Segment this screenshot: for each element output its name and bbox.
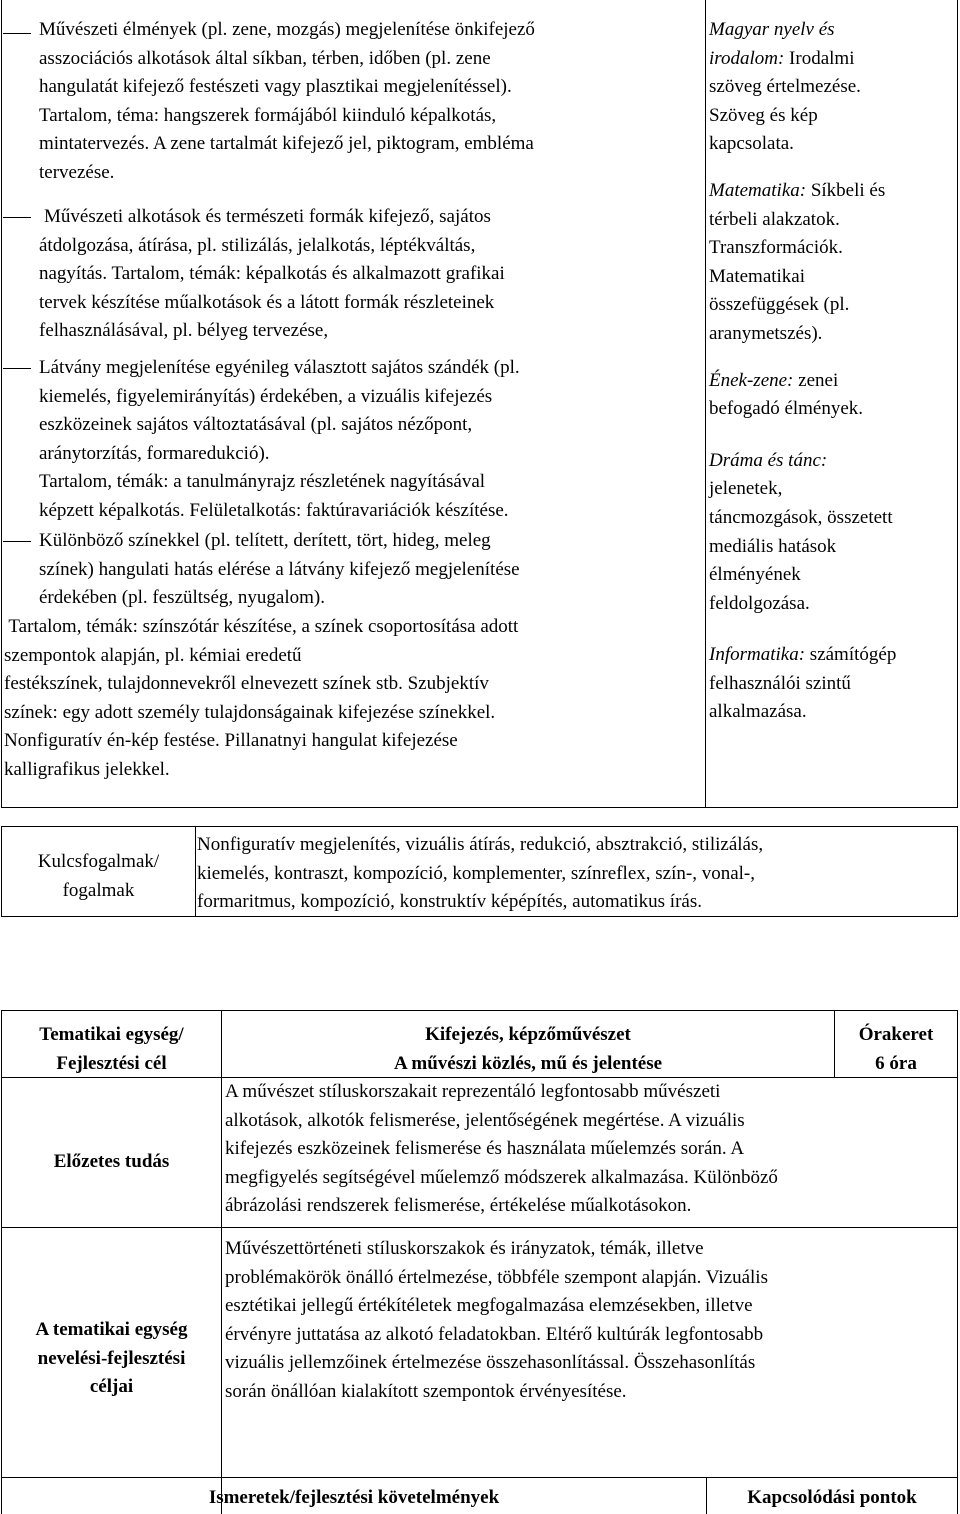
text-line: Művészeti alkotások és természeti formák kifejező, sajátos <box>44 206 491 227</box>
unit-label: Tematikai egység/ Fejlesztési cél <box>39 1024 184 1074</box>
text-line: Művészeti élmények (pl. zene, mozgás) megjelenítése önkifejező <box>39 19 535 40</box>
key-concepts-label: Kulcsfogalmak/ fogalmak <box>37 851 160 901</box>
column-divider <box>705 0 706 808</box>
text-line: Tartalom, témák: a tanulmányrajz részletének nagyításával <box>39 471 486 493</box>
requirements-cell-3 <box>0 354 704 526</box>
text-line: felhasználásával, pl. bélyeg tervezése, <box>39 320 329 342</box>
table-border-bottom <box>1 807 958 808</box>
connections-cell <box>709 16 955 727</box>
text-line: Nonfiguratív én-kép festése. Pillanatnyi hangulat kifejezése <box>4 730 458 752</box>
connection-hungarian: Magyar nyelv és irodalom: Irodalmi szöveg értelmezése. Szöveg és kép kapcsolata. <box>709 19 861 155</box>
paragraph-color-dictionary <box>4 613 704 785</box>
text-line: képzett képalkotás. Felületalkotás: faktúravariációk készítése. <box>39 499 509 521</box>
hours-cell <box>835 1021 957 1078</box>
unit-title: Kifejezés, képzőművészet A művészi közlés, mű és jelentése <box>393 1024 663 1074</box>
prior-knowledge-text: A művészet stíluskorszakait reprezentáló legfontosabb művészeti alkotások, alkotók felismerése, jelentőségének megértése. A vizuális kifejezés eszközeinek felismerése és használata műelemzés során. A megfigyelés segítségével műelemző módszerek alkalmazása. Különböző ábrázolási rendszerek felismerése, értékelése műalkotásokon. <box>225 1081 778 1217</box>
connection-drama: Dráma és tánc: jelenetek, táncmozgások, összetett mediális hatások élményének feldolgozása. <box>709 449 893 614</box>
text-line: festékszínek, tulajdonnevekről elnevezett színek stb. Szubjektív <box>4 673 489 695</box>
bullet-dash <box>3 368 31 369</box>
text-line: szempontok alapján, pl. kémiai eredetű <box>4 644 302 666</box>
connections-header: Kapcsolódási pontok <box>747 1487 917 1508</box>
ut-row-line-3 <box>1 1477 958 1478</box>
text-line: aránytorzítás, formaredukció). <box>39 442 270 464</box>
bullet-dash <box>3 541 31 542</box>
paragraph-visual-intent <box>0 354 704 526</box>
text-line: nagyítás. Tartalom, témák: képalkotás és alkalmazott grafikai <box>39 263 505 285</box>
text-line: Tartalom, téma: hangszerek formájából kiinduló képalkotás, <box>39 104 497 126</box>
requirements-cell-2 <box>0 203 704 346</box>
prior-knowledge-label: Előzetes tudás <box>53 1151 170 1172</box>
goals-text: Művészettörténeti stíluskorszakok és irányzatok, témák, illetve problémakörök önálló értelmezése, többféle szempont alapján. Vizuális esztétikai jellegű értékítéletek megfogalmazása elemzésekben, illetve érvényre juttatása az alkotó feladatokban. Eltérő kultúrák legfontosabb vizuális jellemzőinek értelmezése összehasonlítással. Összehasonlítás során önállóan kialakított szempontok érvényesítése. <box>225 1238 768 1402</box>
requirements-cell <box>0 16 704 188</box>
paragraph-colors <box>0 527 704 613</box>
key-concepts-text: Nonfiguratív megjelenítés, vizuális átírás, redukció, absztrakció, stilizálás, kiemelés, kontraszt, kompozíció, komplementer, színreflex, szín-, vonal-, formaritmus, kompozíció, konstruktív képépítés, automatikus írás. <box>197 834 764 913</box>
hours-value: 6 óra <box>875 1052 917 1074</box>
text-line: Különböző színekkel (pl. telített, derített, tört, hideg, meleg <box>39 530 491 551</box>
text-line: kiemelés, figyelemirányítás) érdekében, a vizuális kifejezés <box>39 385 493 407</box>
requirements-cell-4 <box>0 527 704 613</box>
paragraph-music-expression <box>0 16 704 188</box>
text-line: asszociációs alkotások által síkban, térben, időben (pl. zene <box>39 47 491 69</box>
table-border-right <box>957 0 958 808</box>
text-line: tervezése. <box>39 161 115 183</box>
text-line: érdekében (pl. feszültség, nyugalom). <box>39 587 325 609</box>
kc-border-top <box>1 826 958 827</box>
text-line: hangulatát kifejező festészeti vagy plasztikai megjelenítéssel). <box>39 76 512 98</box>
kc-border-right <box>957 826 958 917</box>
ut-border-top <box>1 1010 958 1011</box>
kc-divider <box>195 826 196 917</box>
goals-label: A tematikai egység nevelési-fejlesztési céljai <box>35 1319 188 1398</box>
text-line: színek) hangulati hatás elérése a látvány kifejező megjelenítése <box>39 558 520 580</box>
text-line: tervek készítése műalkotások és a látott formák részleteinek <box>39 291 495 313</box>
connection-informatics: Informatika: számítógép felhasználói szintű alkalmazása. <box>709 644 897 723</box>
connection-math: Matematika: Síkbeli és térbeli alakzatok. Transzformációk. Matematikai összefüggések (pl. aranymetszés). <box>709 179 886 344</box>
text-line: Látvány megjelenítése egyénileg választott sajátos szándék (pl. <box>39 357 520 378</box>
text-line: kalligrafikus jelekkel. <box>4 758 170 780</box>
requirements-header: Ismeretek/fejlesztési követelmények <box>208 1487 500 1508</box>
text-line: színek: egy adott személy tulajdonságainak kifejezése színekkel. <box>4 701 496 723</box>
text-line: mintatervezés. A zene tartalmát kifejező jel, piktogram, embléma <box>39 133 534 155</box>
paragraph-artworks <box>0 203 704 232</box>
ut-border-left <box>1 1010 2 1514</box>
bullet-dash <box>3 33 31 34</box>
text-line: átdolgozása, átírása, pl. stilizálás, jelalkotás, léptékváltás, <box>39 234 476 256</box>
ut-border-right <box>957 1010 958 1514</box>
ut-row-line-2 <box>1 1227 958 1228</box>
connection-music: Ének-zene: zenei befogadó élmények. <box>709 369 864 420</box>
text-line: Tartalom, témák: színszótár készítése, a színek csoportosítása adott <box>4 616 519 637</box>
requirements-cell-5 <box>4 613 704 785</box>
hours-label: Órakeret <box>858 1024 934 1045</box>
bullet-dash <box>3 217 31 218</box>
ut-divider-1 <box>221 1010 222 1514</box>
text-line: eszközeinek sajátos változtatásával (pl. sajátos nézőpont, <box>39 414 473 436</box>
